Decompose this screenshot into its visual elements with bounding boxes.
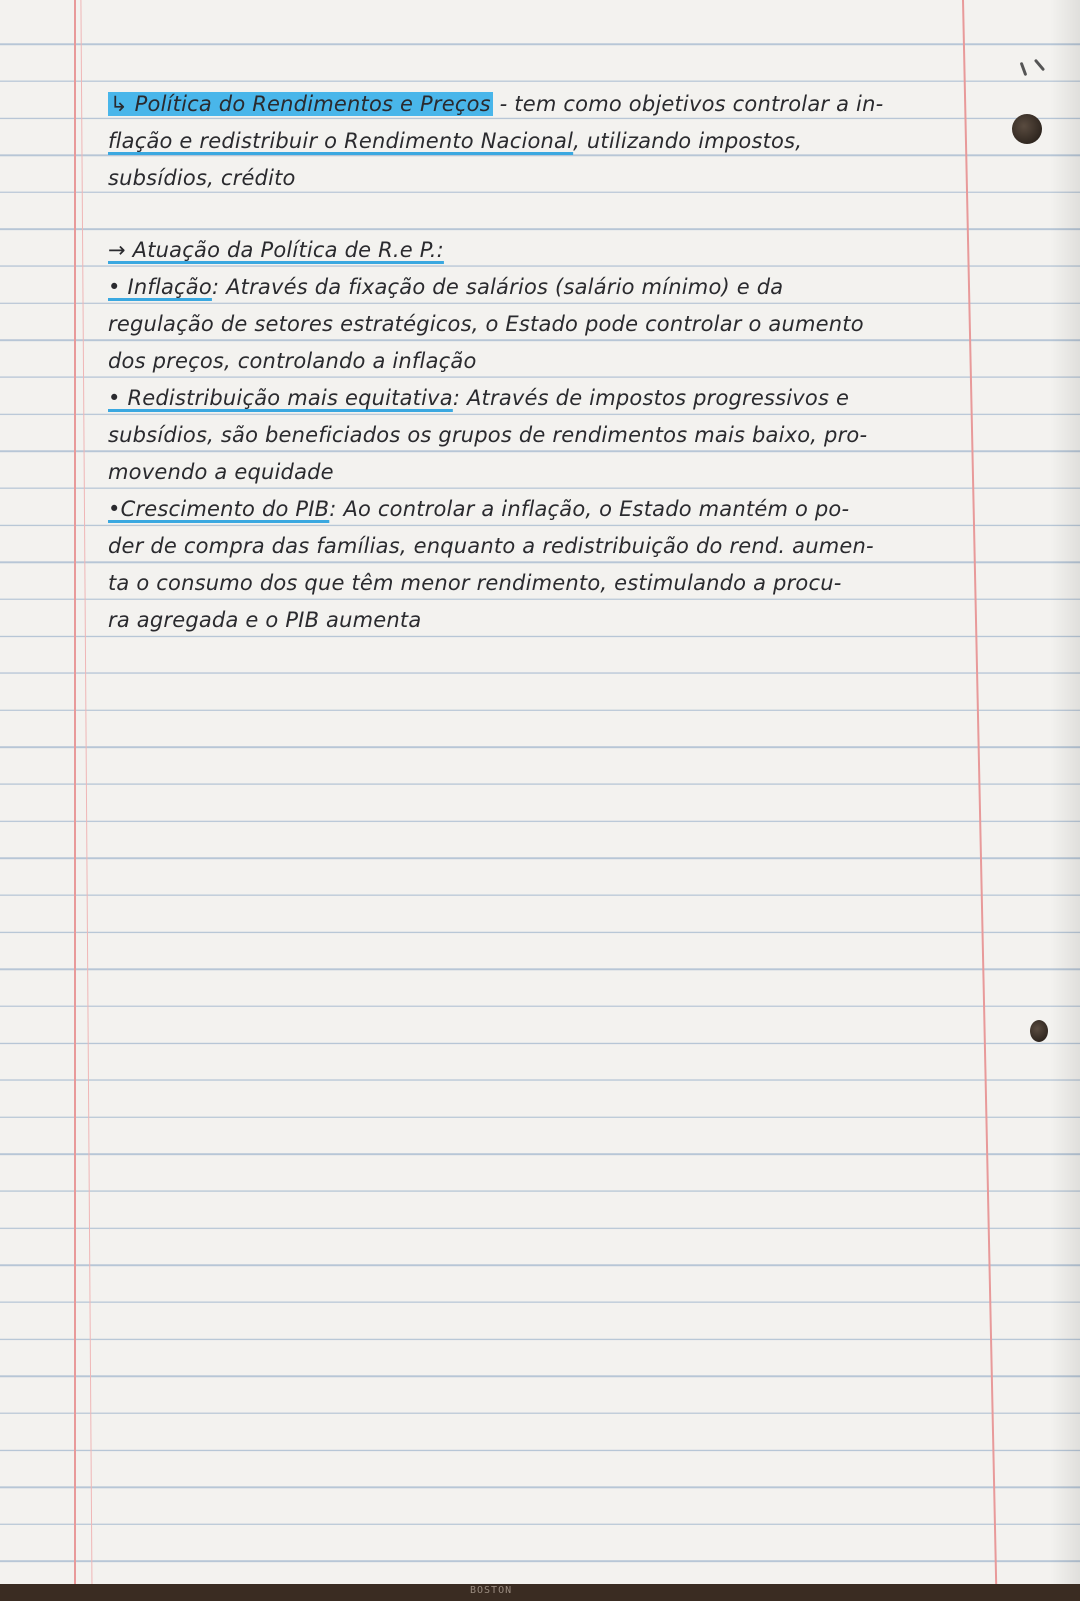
redistribution-text: : Através de impostos progressivos e (452, 386, 850, 410)
gdp-line-3: ta o consumo dos que têm menor rendimento, estimulando a procu- (108, 571, 842, 595)
definition-line-2 (108, 123, 988, 160)
definition-text: , utilizando impostos, (573, 129, 803, 153)
desk-surface (0, 1584, 1080, 1601)
redistribution-label: • Redistribuição mais equitativa (108, 386, 453, 410)
ring-mark (1034, 59, 1045, 72)
redistribution-line-1 (108, 380, 988, 417)
redistribution-line-3: movendo a equidade (108, 460, 334, 484)
inflation-line-2: regulação de setores estratégicos, o Estado pode controlar o aumento (108, 312, 864, 336)
gdp-line-1 (108, 491, 988, 528)
definition-heading: ↳ Política do Rendimentos e Preços (110, 92, 491, 116)
definition-block (108, 86, 988, 197)
binder-hole (1012, 114, 1042, 144)
inflation-text: : Através da fixação de salários (salário mínimo) e da (211, 275, 784, 299)
gdp-line-2: der de compra das famílias, enquanto a redistribuição do rend. aumen- (108, 534, 874, 558)
ring-mark (1020, 62, 1028, 76)
binder-hole (1030, 1020, 1048, 1042)
definition-line-1 (108, 86, 988, 123)
actuation-title: → Atuação da Política de R.e P.: (108, 238, 444, 262)
inflation-line-3: dos preços, controlando a inflação (108, 349, 477, 373)
page-edge-shadow (1050, 0, 1080, 1601)
inflation-label: • Inflação (108, 275, 212, 299)
actuation-block (108, 232, 988, 639)
left-margin-line (74, 0, 76, 1601)
definition-text: - tem como objetivos controlar a in- (492, 92, 884, 116)
brand-mark: BOSTON (470, 1585, 513, 1596)
gdp-text: : Ao controlar a inflação, o Estado mantém o po- (329, 497, 850, 521)
redistribution-line-2: subsídios, são beneficiados os grupos de rendimentos mais baixo, pro- (108, 423, 868, 447)
gdp-line-4: ra agregada e o PIB aumenta (108, 608, 422, 632)
inflation-line-1 (108, 269, 988, 306)
gdp-label: •Crescimento do PIB (108, 497, 330, 521)
definition-line-3: subsídios, crédito (108, 166, 296, 190)
left-margin-line-inner (80, 0, 92, 1601)
definition-underlined: flação e redistribuir o Rendimento Nacional (108, 129, 574, 153)
